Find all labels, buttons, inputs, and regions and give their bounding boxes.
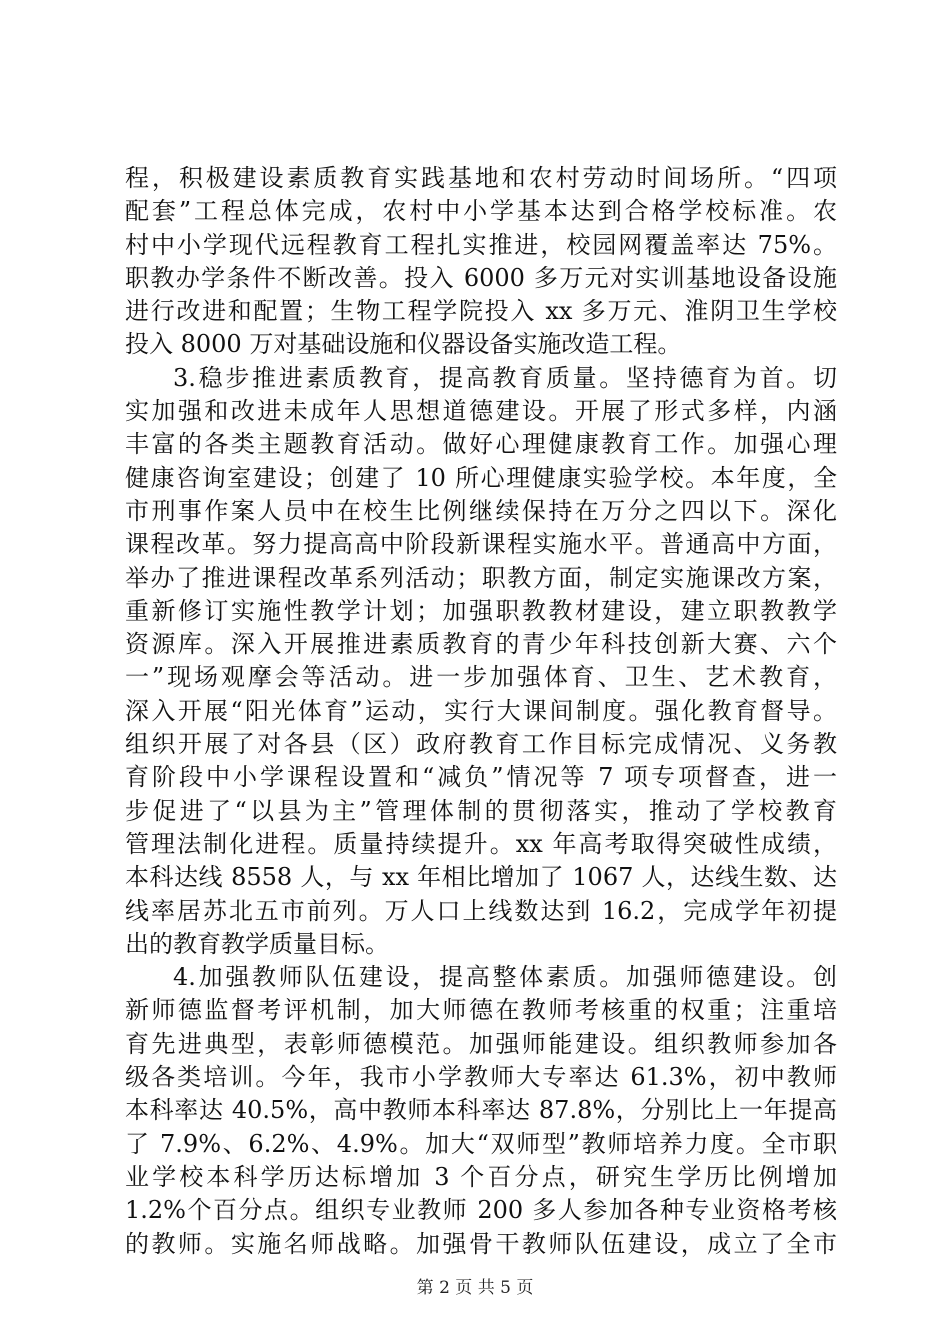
text-line: 本科率达 40.5%，高中教师本科率达 87.8%，分别比上一年提高 xyxy=(125,1096,837,1125)
page-footer xyxy=(0,1277,950,1299)
text-line: 的教师。实施名师战略。加强骨干教师队伍建设，成立了全市 xyxy=(125,1229,837,1258)
text-line: 进行改进和配置；生物工程学院投入 xx 多万元、淮阴卫生学校 xyxy=(125,297,837,326)
text-line: 4.加强教师队伍建设，提高整体素质。加强师德建设。创 xyxy=(173,963,837,992)
text-line: 本科达线 8558 人，与 xx 年相比增加了 1067 人，达线生数、达 xyxy=(125,863,837,892)
text-line: 育先进典型，表彰师德模范。加强师能建设。组织教师参加各 xyxy=(125,1029,837,1058)
text-line: 业学校本科学历达标增加 3 个百分点，研究生学历比例增加 xyxy=(125,1162,837,1191)
text-line: 深入开展“阳光体育”运动，实行大课间制度。强化教育督导。 xyxy=(125,696,837,725)
text-line: 实加强和改进未成年人思想道德建设。开展了形式多样，内涵 xyxy=(125,397,837,426)
text-line: 举办了推进课程改革系列活动；职教方面，制定实施课改方案， xyxy=(125,563,837,592)
text-line: 组织开展了对各县（区）政府教育工作目标完成情况、义务教 xyxy=(125,730,837,759)
text-line: 1.2%个百分点。组织专业教师 200 多人参加各种专业资格考核 xyxy=(125,1196,837,1225)
text-line: 程，积极建设素质教育实践基地和农村劳动时间场所。“四项 xyxy=(125,164,837,192)
text-line: 级各类培训。今年，我市小学教师大专率达 61.3%，初中教师 xyxy=(125,1063,837,1092)
text-line: 3.稳步推进素质教育，提高教育质量。坚持德育为首。切 xyxy=(173,363,837,392)
text-line: 健康咨询室建设；创建了 10 所心理健康实验学校。本年度，全 xyxy=(125,463,837,492)
text-line: 投入 8000 万对基础设施和仪器设备实施改造工程。 xyxy=(125,330,682,359)
text-line: 新师德监督考评机制，加大师德在教师考核重的权重；注重培 xyxy=(125,996,837,1025)
text-line: 育阶段中小学课程设置和“减负”情况等 7 项专项督查，进一 xyxy=(125,763,837,792)
text-line: 一”现场观摩会等活动。进一步加强体育、卫生、艺术教育， xyxy=(125,663,837,692)
text-line: 市刑事作案人员中在校生比例继续保持在万分之四以下。深化 xyxy=(125,496,837,525)
text-line: 了 7.9%、6.2%、4.9%。加大“双师型”教师培养力度。全市职 xyxy=(125,1129,837,1158)
text-line: 出的教育教学质量目标。 xyxy=(125,929,389,958)
text-line: 重新修订实施性教学计划；加强职教教材建设，建立职教教学 xyxy=(125,596,837,625)
text-line: 职教办学条件不断改善。投入 6000 多万元对实训基地设备设施 xyxy=(125,263,837,292)
text-line: 线率居苏北五市前列。万人口上线数达到 16.2，完成学年初提 xyxy=(125,896,837,925)
document-body xyxy=(125,162,837,1261)
text-line: 资源库。深入开展推进素质教育的青少年科技创新大赛、六个 xyxy=(125,630,837,659)
text-line: 配套”工程总体完成，农村中小学基本达到合格学校标准。农 xyxy=(125,197,837,226)
text-line: 丰富的各类主题教育活动。做好心理健康教育工作。加强心理 xyxy=(125,430,837,459)
text-line: 管理法制化进程。质量持续提升。xx 年高考取得突破性成绩， xyxy=(125,829,837,858)
text-line: 步促进了“以县为主”管理体制的贯彻落实，推动了学校教育 xyxy=(125,796,837,825)
text-line: 课程改革。努力提高高中阶段新课程实施水平。普通高中方面， xyxy=(125,530,837,559)
text-line: 村中小学现代远程教育工程扎实推进，校园网覆盖率达 75%。 xyxy=(125,230,837,259)
page-number-label: 第 2 页 共 5 页 xyxy=(416,1278,534,1298)
